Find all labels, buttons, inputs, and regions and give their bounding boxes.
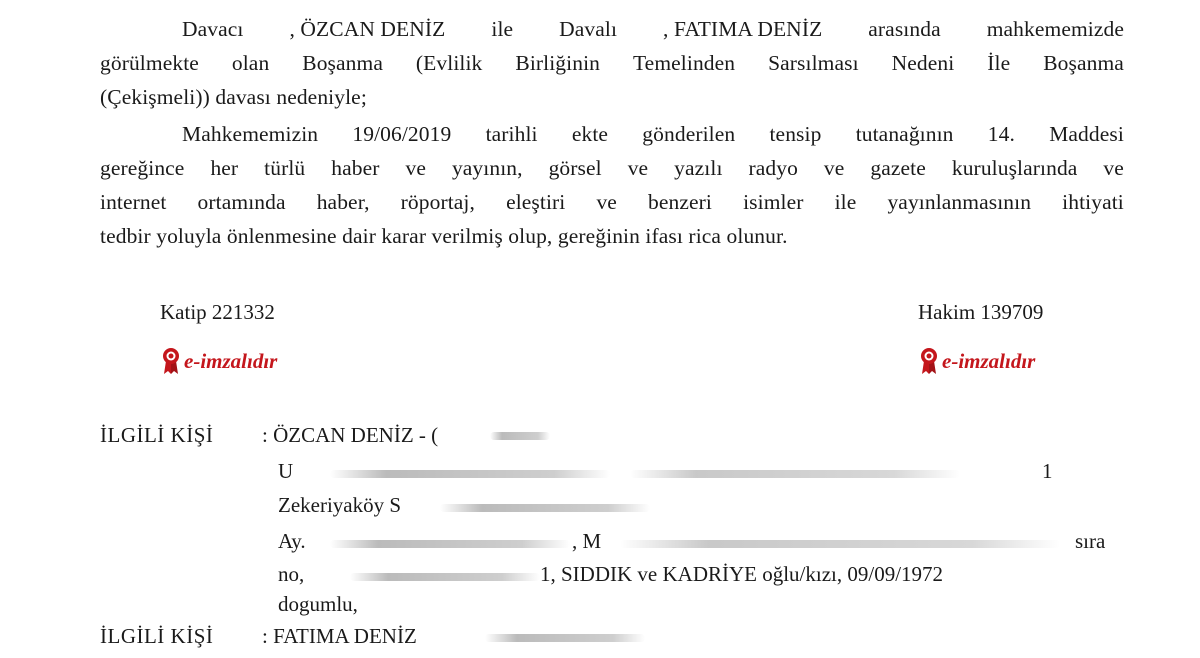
word: radyo <box>748 156 798 180</box>
redaction-mark <box>440 504 650 512</box>
word: ile <box>491 17 514 41</box>
paragraph-injunction <box>100 117 1124 253</box>
word: her <box>210 156 239 180</box>
word: yayınlanmasının <box>887 190 1032 214</box>
word: yazılı <box>674 156 723 180</box>
word: kuruluşlarında <box>951 156 1078 180</box>
esign-label: e-imzalıdır <box>184 348 278 373</box>
redaction-mark <box>490 432 550 440</box>
word: eleştiri <box>506 190 566 214</box>
word: ortamında <box>197 190 286 214</box>
esign-label: e-imzalıdır <box>942 348 1036 373</box>
word: internet <box>100 190 167 214</box>
word: ve <box>1103 156 1124 180</box>
word: , ÖZCAN DENİZ <box>289 17 446 41</box>
paragraph-line: (Çekişmeli)) davası nedeniyle; <box>100 85 367 109</box>
word: arasında <box>868 17 941 41</box>
party-label: İLGİLİ KİŞİ <box>100 624 214 648</box>
word: tutanağının <box>855 122 954 146</box>
seal-icon <box>918 347 940 375</box>
word: tensip <box>769 122 822 146</box>
address-line: Zekeriyaköy S <box>278 493 402 517</box>
word: yayının, <box>451 156 523 180</box>
word: ekte <box>571 122 609 146</box>
word: Nedeni <box>891 51 955 75</box>
redaction-mark <box>485 634 645 642</box>
address-line: 1 <box>1042 459 1053 483</box>
word: olan <box>231 51 270 75</box>
word: Mahkememizin <box>182 122 319 146</box>
redaction-mark <box>330 540 570 548</box>
judge-esign-stamp <box>918 347 1035 375</box>
word: ve <box>823 156 845 180</box>
word: ve <box>405 156 426 180</box>
paragraph-case-intro <box>100 12 1124 114</box>
paragraph-line <box>100 46 1124 80</box>
word: Boşanma <box>302 51 383 75</box>
word: gazete <box>870 156 926 180</box>
word: Maddesi <box>1049 122 1124 146</box>
seal-icon <box>160 347 182 375</box>
word: İle <box>987 51 1011 75</box>
party-name: : FATIMA DENİZ <box>262 624 417 648</box>
paragraph-line: tedbir yoluyla önlenmesine dair karar verilmiş olup, gereğinin ifası rica olunur. <box>100 224 788 248</box>
word: gönderilen <box>642 122 736 146</box>
clerk-label: Katip 221332 <box>160 300 275 324</box>
word: haber, <box>316 190 370 214</box>
paragraph-line <box>100 185 1124 219</box>
word: Sarsılması <box>768 51 859 75</box>
word: röportaj, <box>400 190 475 214</box>
address-line: Ay. <box>278 529 306 553</box>
word: ile <box>834 190 857 214</box>
redaction-mark <box>620 540 1060 548</box>
word: Boşanma <box>1043 51 1124 75</box>
word: görülmekte <box>100 51 199 75</box>
redaction-mark <box>630 470 960 478</box>
address-line: , M <box>572 529 602 553</box>
word: türlü <box>264 156 306 180</box>
paragraph-line <box>100 117 1124 151</box>
redaction-mark <box>350 573 540 581</box>
word: isimler <box>743 190 804 214</box>
word: ve <box>596 190 617 214</box>
word: ihtiyati <box>1062 190 1124 214</box>
address-line: no, <box>278 562 305 586</box>
word: 14. <box>987 122 1015 146</box>
word: 19/06/2019 <box>352 122 452 146</box>
word: mahkememizde <box>986 17 1124 41</box>
paragraph-line <box>100 151 1124 185</box>
word: Davalı <box>559 17 618 41</box>
party-label: İLGİLİ KİŞİ <box>100 423 214 447</box>
judge-label: Hakim 139709 <box>918 300 1044 324</box>
word: benzeri <box>648 190 712 214</box>
address-line: dogumlu, <box>278 592 358 616</box>
clerk-esign-stamp <box>160 347 277 375</box>
party-name: : ÖZCAN DENİZ - ( <box>262 423 439 447</box>
word: Davacı <box>182 17 244 41</box>
word: (Evlilik <box>415 51 483 75</box>
address-line: U <box>278 459 294 483</box>
word: haber <box>331 156 380 180</box>
word: Birliğinin <box>515 51 600 75</box>
word: gereğince <box>100 156 185 180</box>
address-line: 1, SIDDIK ve KADRİYE oğlu/kızı, 09/09/1972 <box>540 562 944 586</box>
word: görsel <box>548 156 602 180</box>
redaction-mark <box>330 470 610 478</box>
paragraph-line <box>100 12 1124 46</box>
word: Temelinden <box>632 51 736 75</box>
address-line: sıra <box>1075 529 1106 553</box>
word: , FATIMA DENİZ <box>663 17 823 41</box>
word: ve <box>627 156 649 180</box>
word: tarihli <box>485 122 538 146</box>
